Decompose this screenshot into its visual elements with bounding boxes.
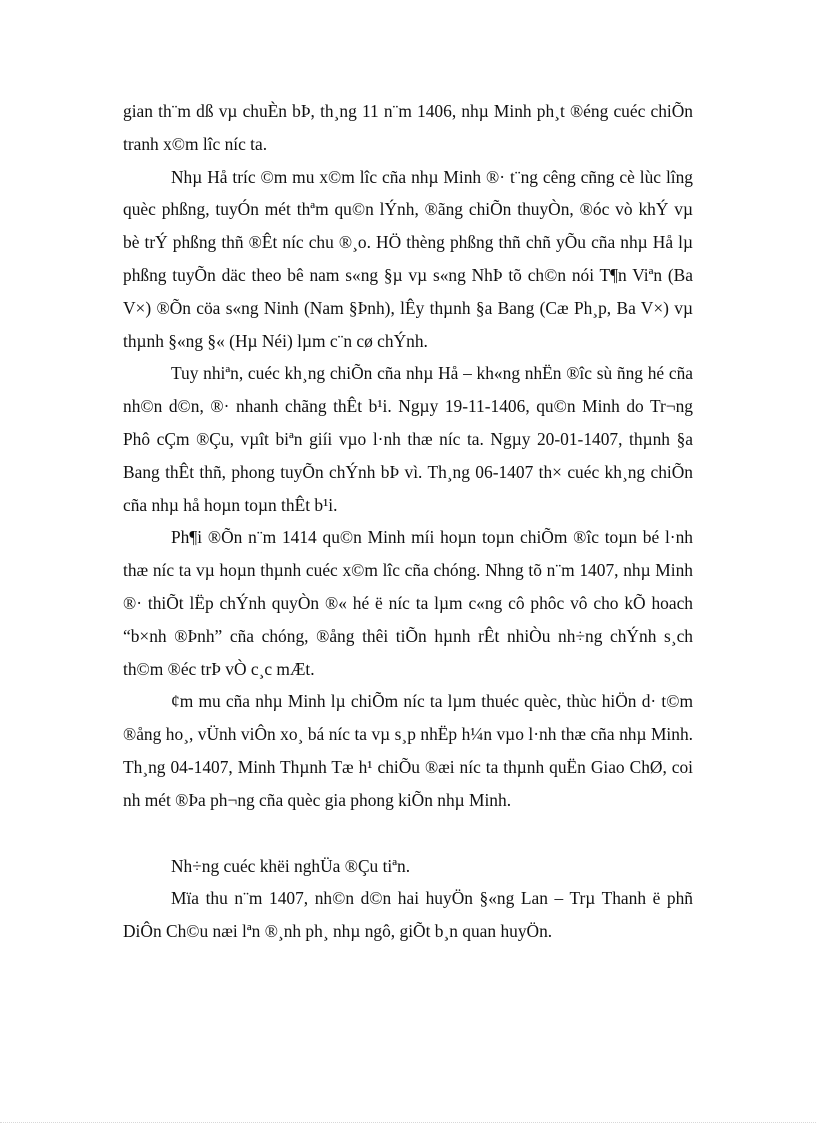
section-heading: Nh÷ng cuéc khëi nghÜa ®Çu tiªn. [171, 855, 411, 876]
paragraph-gap [123, 817, 693, 850]
closing-paragraph: Mïa thu n¨m 1407, nh©n d©n hai huyÖn §«ng Lan – Trµ Thanh ë phñ DiÔn Ch©u næi lªn ®¸nh ph¸ nhµ ngô, giÕt b¸n quan huyÖn. [123, 888, 693, 942]
paragraph-1: gian th¨m dß vµ chuÈn bÞ, th¸ng 11 n¨m 1406, nhµ Minh ph¸t ®éng cuéc chiÕn tranh x©m lîc níc ta. [123, 101, 693, 154]
paragraph-5: ¢m mu cña nhµ Minh lµ chiÕm níc ta lµm thuéc quèc, thùc hiÖn d· t©m ®ång ho¸, vÜnh viÔn xo¸ bá níc ta vµ s¸p nhËp h¼n vµo l·nh thæ cña nhµ Minh. Th¸ng 04-1407, Minh Thµnh Tæ h¹ chiÕu ®æi níc ta thµnh quËn Giao ChØ, coi nh mét ®Þa ph¬ng cña quèc gia phong kiÕn nhµ Minh. [123, 691, 693, 810]
paragraph-3: Tuy nhiªn, cuéc kh¸ng chiÕn cña nhµ Hå – kh«ng nhËn ®îc sù ñng hé cña nh©n d©n, ®· nhanh chãng thÊt b¹i. Ngµy 19-11-1406, qu©n Minh do Tr¬ng Phô cÇm ®Çu, vµît biªn giíi vµo l·nh thæ níc ta. Ngµy 20-01-1407, thµnh §a Bang thÊt thñ, phong tuyÕn chÝnh bÞ vì. Th¸ng 06-1407 th× cuéc kh¸ng chiÕn cña nhµ hå hoµn toµn thÊt b¹i. [123, 363, 693, 515]
document-page [123, 95, 693, 948]
paragraph-4: Ph¶i ®Õn n¨m 1414 qu©n Minh míi hoµn toµn chiÕm ®îc toµn bé l·nh thæ níc ta vµ hoµn thµnh cuéc x©m lîc cña chóng. Nhng tõ n¨m 1407, nhµ Minh ®· thiÕt lËp chÝnh quyÒn ®« hé ë níc ta lµm c«ng cô phôc vô cho kÕ hoach “b×nh ®Þnh” cña chóng, ®ång thêi tiÕn hµnh rÊt nhiÒu nh÷ng chÝnh s¸ch th©m ®éc trÞ vÒ c¸c mÆt. [123, 527, 693, 679]
paragraph-2: Nhµ Hå tríc ©m mu x©m lîc cña nhµ Minh ®· t¨ng cêng cñng cè lùc lîng quèc phßng, tuyÓn mét thªm qu©n lÝnh, ®ãng chiÕn thuyÒn, ®óc vò khÝ vµ bè trÝ phßng thñ ®Êt níc chu ®¸o. HÖ thèng phßng thñ chñ yÕu cña nhµ Hå lµ phßng tuyÕn däc theo bê nam s«ng §µ vµ s«ng NhÞ tõ ch©n nói T¶n Viªn (Ba V×) ®Õn cöa s«ng Ninh (Nam §Þnh), lÊy thµnh §a Bang (Cæ Ph¸p, Ba V×) vµ thµnh §«ng §« (Hµ Néi) lµm c¨n cø chÝnh. [123, 166, 693, 351]
